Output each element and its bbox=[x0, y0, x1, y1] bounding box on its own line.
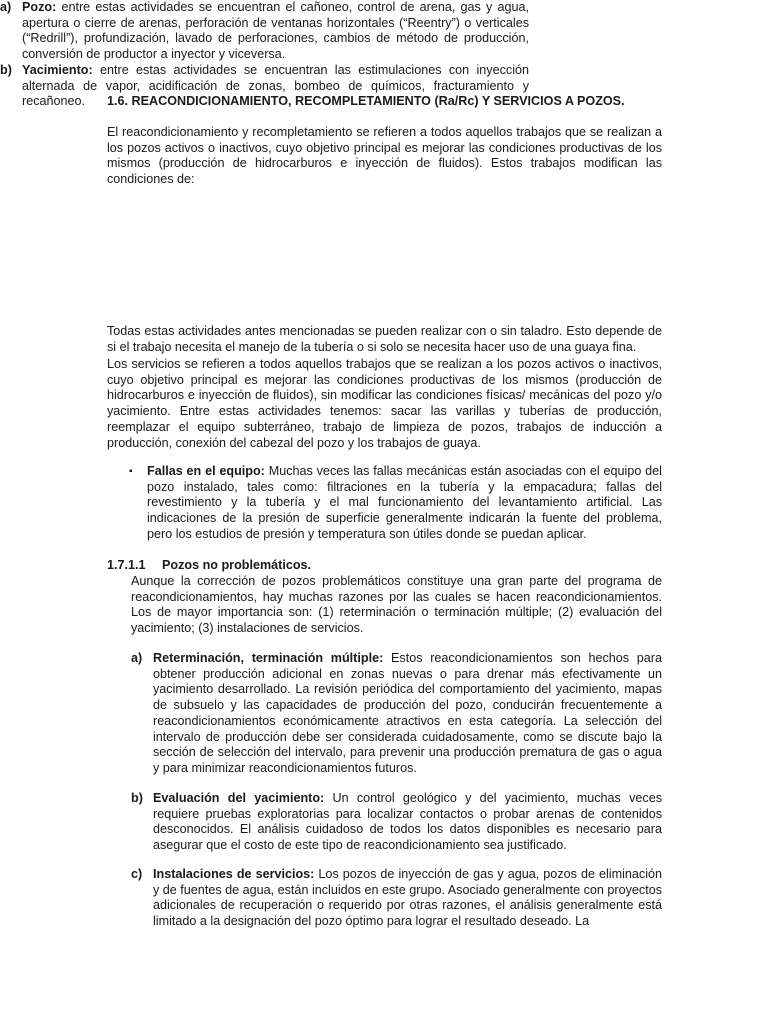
subsection-number: 1.7.1.1 bbox=[107, 558, 146, 572]
list-item-text: Los pozos de inyección de gas y agua, pozos de eliminación y de fuentes de agua, están incluidos en este grupo. Asociado generalmente con proyectos adicionales de recuperación o requerido por otras razones, el análisis generalmente está limitado a la designación del pozo óptimo para lograr el resultado deseado. La bbox=[153, 867, 663, 929]
list-marker: c) bbox=[131, 867, 143, 881]
list-item-body bbox=[131, 867, 662, 930]
list-item-evaluacion bbox=[131, 791, 662, 854]
list-item-instalaciones bbox=[131, 867, 662, 930]
list-item-text: Un control geológico y del yacimiento, muchas veces requiere pruebas exploratorias para localizar contactos o probar arenas de contenidos desconocidos. El análisis cuidadoso de todos los datos disponibles es necesario para asegurar que el costo de este tipo de reacondicionamiento sea justificado. bbox=[153, 791, 662, 853]
bullet-item-fallas bbox=[129, 464, 662, 543]
section-heading: 1.6. REACONDICIONAMIENTO, RECOMPLETAMIENTO (Ra/Rc) Y SERVICIOS A POZOS. bbox=[107, 94, 625, 108]
services-paragraph: Los servicios se refieren a todos aquellos trabajos que se realizan a los pozos activos o inactivos, cuyo objetivo principal es mejorar las condiciones productivas de los mismos (producción de hidrocarburos e inyección de fluidos), sin modificar las condiciones físicas/ mecánicas del pozo y/o yacimiento. Entre estas actividades tenemos: sacar las varillas y tuberías de producción, reemplazar el equipo subterráneo, trabajo de limpieza de pozos, trabajos de inducción a producción, conexión del cabezal del pozo y los trabajos de guaya. bbox=[107, 357, 662, 450]
list-item-term: Instalaciones de servicios: bbox=[153, 867, 315, 881]
list-item-pozo bbox=[0, 0, 529, 63]
workover-paragraph: Aunque la corrección de pozos problemáticos constituye una gran parte del programa de reacondicionamientos, hay muchas razones por las cuales se hacen reacondicionamientos. Los de mayor importancia son: (1) reterminación o terminación múltiple; (2) evaluación del yacimiento; (3) instalaciones de servicios. bbox=[131, 574, 662, 636]
conditions-list bbox=[0, 0, 529, 110]
bullet-marker: ▪ bbox=[129, 466, 133, 477]
list-item-term: Reterminación, terminación múltiple: bbox=[153, 651, 384, 665]
list-item-term: Evaluación del yacimiento: bbox=[153, 791, 325, 805]
list-item-term: Pozo: bbox=[22, 0, 57, 14]
subsection-title: Pozos no problemáticos. bbox=[162, 558, 312, 572]
list-item-term: Yacimiento: bbox=[22, 62, 93, 77]
list-item-yacimiento bbox=[0, 63, 529, 110]
list-item-text: entre estas actividades se encuentran el cañoneo, control de arena, gas y agua, apertura o cierre de arenas, perforación de ventanas horizontales (“Reentry”) o verticales (“Redrill”), profundización, lavado de perforaciones, cambios de método de producción, conversión de productor a inyector y viceversa. bbox=[22, 0, 529, 62]
activities-paragraph: Todas estas actividades antes mencionadas se pueden realizar con o sin taladro. Esto depende de si el trabajo necesita el manejo de la tubería o si solo se necesita hacer uso de una guaya fina. bbox=[107, 324, 662, 354]
bullet-text: Muchas veces las fallas mecánicas están asociadas con el equipo del pozo instalado, tales como: filtraciones en la tubería y la empacadura; fallas del revestimiento y la tubería y el mal funcionamiento del levantamiento artificial. Las indicaciones de la presión de superficie generalmente indicarán la fuente del problema, pero los estudios de presión y temperatura son útiles donde se puedan aplicar. bbox=[147, 464, 662, 541]
list-item-reterminacion bbox=[131, 651, 662, 777]
list-marker: a) bbox=[0, 0, 12, 14]
bullet-text-wrapper bbox=[129, 464, 662, 543]
list-marker: b) bbox=[131, 791, 143, 805]
subsection-heading bbox=[107, 558, 311, 574]
intro-paragraph: El reacondicionamiento y recompletamiento se refieren a todos aquellos trabajos que se realizan a los pozos activos o inactivos, cuyo objetivo principal es mejorar las condiciones productivas de los mismos (producción de hidrocarburos e inyección de fluidos). Estos trabajos modifican las condiciones de: bbox=[107, 125, 662, 187]
list-marker: b) bbox=[0, 62, 12, 77]
list-item-body bbox=[131, 651, 662, 777]
list-item-text: Estos reacondicionamientos son hechos para obtener producción adicional en zonas nuevas o para drenar más efectivamente un yacimiento desarrollado. La revisión periódica del comportamiento del yacimiento, mapas de subsuelo y las capacidades de producción del pozo, conducirán frecuentemente a reacondicionamientos económicamente atractivos en esta categoría. La selección del intervalo de producción debe ser considerada cuidadosamente, como se discute bajo la sección de selección del intervalo, para prevenir una producción prematura de gas o agua y para minimizar reacondicionamientos futuros. bbox=[153, 651, 662, 775]
list-item-body bbox=[131, 791, 662, 854]
list-item-text: entre estas actividades se encuentran las estimulaciones con inyección alternada de vapor, acidificación de zonas, bombeo de químicos, fracturamiento y recañoneo. bbox=[22, 62, 529, 109]
bullet-term: Fallas en el equipo: bbox=[147, 464, 265, 478]
list-marker: a) bbox=[131, 651, 143, 665]
